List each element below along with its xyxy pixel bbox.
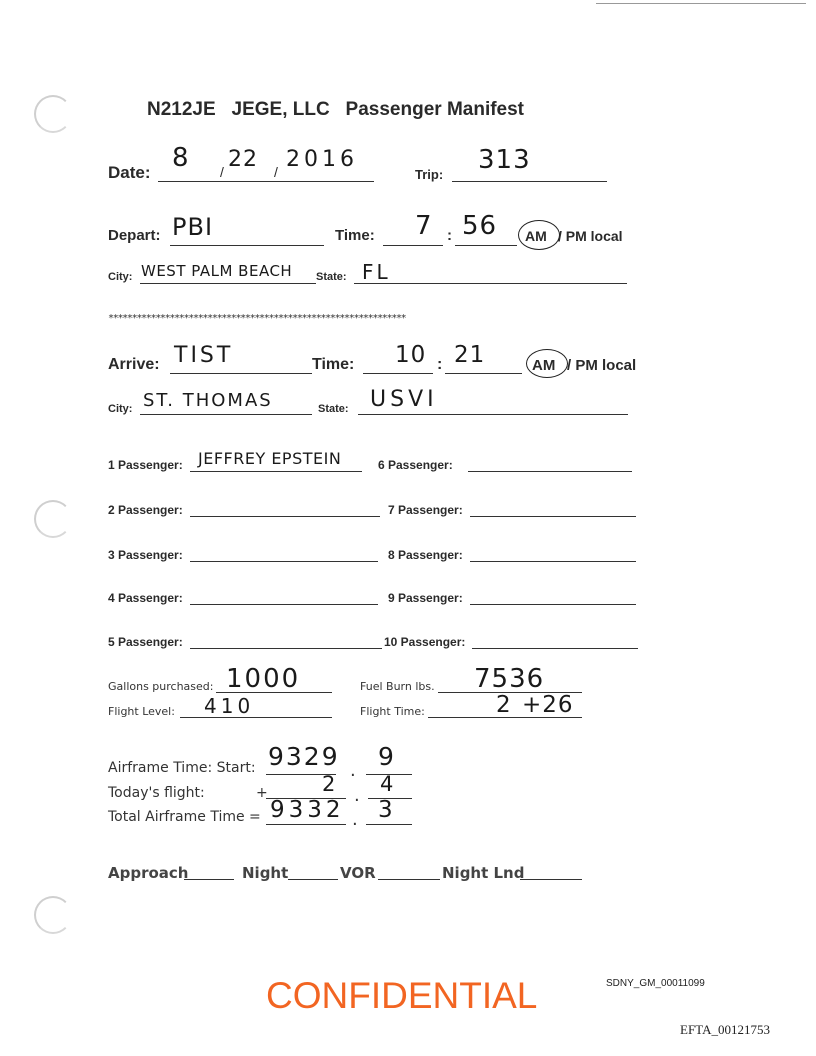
depart-time-label: Time: xyxy=(335,227,375,244)
arrive-time-colon: : xyxy=(437,356,443,373)
arrive-time-min-line xyxy=(445,373,522,374)
depart-line xyxy=(170,245,324,246)
passenger-8-line xyxy=(470,561,636,562)
passenger-3-line xyxy=(190,561,378,562)
total-airframe-dot: . xyxy=(352,809,358,830)
fuel-burn-label: Fuel Burn lbs. xyxy=(360,680,435,693)
passenger-2-line xyxy=(190,516,380,517)
flight-time-minutes: +26 xyxy=(522,692,574,718)
night-line xyxy=(288,879,338,880)
trip-label: Trip: xyxy=(415,167,444,182)
passenger-5-label: 5 Passenger: xyxy=(108,635,183,649)
passenger-3-label: 3 Passenger: xyxy=(108,548,183,562)
arrive-am-label: AM xyxy=(532,357,556,374)
depart-value: PBI xyxy=(172,213,214,241)
punch-hole-bottom xyxy=(34,896,72,934)
passenger-5-line xyxy=(190,648,382,649)
vor-label: VOR xyxy=(340,864,376,882)
passenger-8-label: 8 Passenger: xyxy=(388,548,463,562)
today-flight-label: Today's flight: xyxy=(108,785,205,801)
depart-min-value: 56 xyxy=(462,211,498,241)
trip-line xyxy=(452,181,607,182)
star-separator: *************************************************************** xyxy=(108,313,406,324)
depart-pm-local-label: / PM local xyxy=(558,228,623,244)
arrive-line xyxy=(170,373,312,374)
gallons-label: Gallons purchased: xyxy=(108,680,214,693)
date-line xyxy=(158,181,374,182)
date-label: Date: xyxy=(108,163,151,182)
flight-level-line xyxy=(180,717,332,718)
arrive-time-label: Time: xyxy=(312,356,355,373)
date-month-value: 8 xyxy=(172,143,190,173)
depart-state-label: State: xyxy=(316,271,347,283)
approach-line xyxy=(184,879,234,880)
airframe-start-dec: 9 xyxy=(378,742,395,771)
total-airframe-dec-line xyxy=(366,824,412,825)
arrive-city-label: City: xyxy=(108,403,133,415)
flight-time-label: Flight Time: xyxy=(360,705,425,718)
night-lnd-line xyxy=(520,879,582,880)
passenger-6-line xyxy=(468,471,632,472)
total-airframe-label: Total Airframe Time = xyxy=(108,809,261,825)
arrive-label: Arrive: xyxy=(108,356,160,373)
today-flight-dec: 4 xyxy=(380,772,395,796)
passenger-7-line xyxy=(470,516,636,517)
vor-line xyxy=(378,879,440,880)
page-title xyxy=(147,99,524,121)
passenger-2-label: 2 Passenger: xyxy=(108,503,183,517)
flight-level-label: Flight Level: xyxy=(108,705,175,718)
night-lnd-label: Night Lnd xyxy=(442,864,525,882)
date-slash-1: / xyxy=(220,164,224,180)
fuel-burn-value: 7536 xyxy=(474,664,545,694)
airframe-start-whole: 9329 xyxy=(268,742,340,771)
airframe-start-label: Airframe Time: Start: xyxy=(108,760,256,776)
arrive-min-value: 21 xyxy=(454,342,486,368)
flight-level-value: 410 xyxy=(204,694,255,718)
confidential-stamp: CONFIDENTIAL xyxy=(266,975,538,1016)
total-airframe-dec: 3 xyxy=(378,797,394,823)
tail-number: N212JE xyxy=(147,99,216,120)
arrive-state-line xyxy=(358,414,628,415)
airframe-start-dot: . xyxy=(350,760,356,781)
passenger-4-label: 4 Passenger: xyxy=(108,591,183,605)
date-year-value: 2016 xyxy=(286,147,358,172)
arrive-value: TIST xyxy=(174,343,234,368)
passenger-9-label: 9 Passenger: xyxy=(388,591,463,605)
night-label: Night xyxy=(242,864,289,882)
depart-city-line xyxy=(140,283,316,284)
passenger-1-line xyxy=(190,471,362,472)
gallons-value: 1000 xyxy=(226,664,301,694)
top-edge-line xyxy=(596,3,806,4)
arrive-city-line xyxy=(140,414,312,415)
total-airframe-whole: 9332 xyxy=(270,797,345,823)
passenger-10-line xyxy=(472,648,638,649)
depart-time-hour-line xyxy=(383,245,443,246)
total-airframe-whole-line xyxy=(266,824,346,825)
efta-number: EFTA_00121753 xyxy=(680,1022,770,1037)
passenger-4-line xyxy=(190,604,378,605)
arrive-state-value: USVI xyxy=(370,387,438,412)
punch-hole-top xyxy=(34,95,72,133)
depart-hour-value: 7 xyxy=(415,211,433,241)
arrive-city-value: ST. THOMAS xyxy=(143,390,273,411)
passenger-6-label: 6 Passenger: xyxy=(378,458,453,472)
arrive-pm-local-label: / PM local xyxy=(567,357,637,374)
arrive-state-label: State: xyxy=(318,403,349,415)
depart-city-label: City: xyxy=(108,271,133,283)
depart-city-value: WEST PALM BEACH xyxy=(141,262,293,280)
depart-time-min-line xyxy=(455,245,517,246)
passenger-1-name: JEFFREY EPSTEIN xyxy=(198,449,342,468)
date-slash-2: / xyxy=(274,164,278,180)
document-title: Passenger Manifest xyxy=(345,99,525,120)
passenger-10-label: 10 Passenger: xyxy=(384,635,466,649)
depart-state-line xyxy=(354,283,627,284)
company-name: JEGE, LLC xyxy=(231,99,330,120)
depart-state-value: FL xyxy=(362,260,391,284)
trip-value: 313 xyxy=(478,145,531,175)
today-flight-whole: 2 xyxy=(322,772,337,796)
flight-time-hours: 2 xyxy=(496,692,512,718)
depart-label: Depart: xyxy=(108,227,161,244)
passenger-7-label: 7 Passenger: xyxy=(388,503,463,517)
today-flight-plus: + xyxy=(256,785,268,801)
passenger-9-line xyxy=(470,604,636,605)
today-flight-dot: . xyxy=(354,785,360,806)
date-day-value: 22 xyxy=(228,147,258,172)
bates-number: SDNY_GM_00011099 xyxy=(606,978,705,989)
approach-label: Approach xyxy=(108,864,189,882)
arrive-hour-value: 10 xyxy=(395,342,427,368)
passenger-1-label: 1 Passenger: xyxy=(108,458,183,472)
arrive-time-hour-line xyxy=(363,373,433,374)
punch-hole-middle xyxy=(34,500,72,538)
depart-am-label: AM xyxy=(525,228,547,244)
depart-time-colon: : xyxy=(447,227,452,244)
